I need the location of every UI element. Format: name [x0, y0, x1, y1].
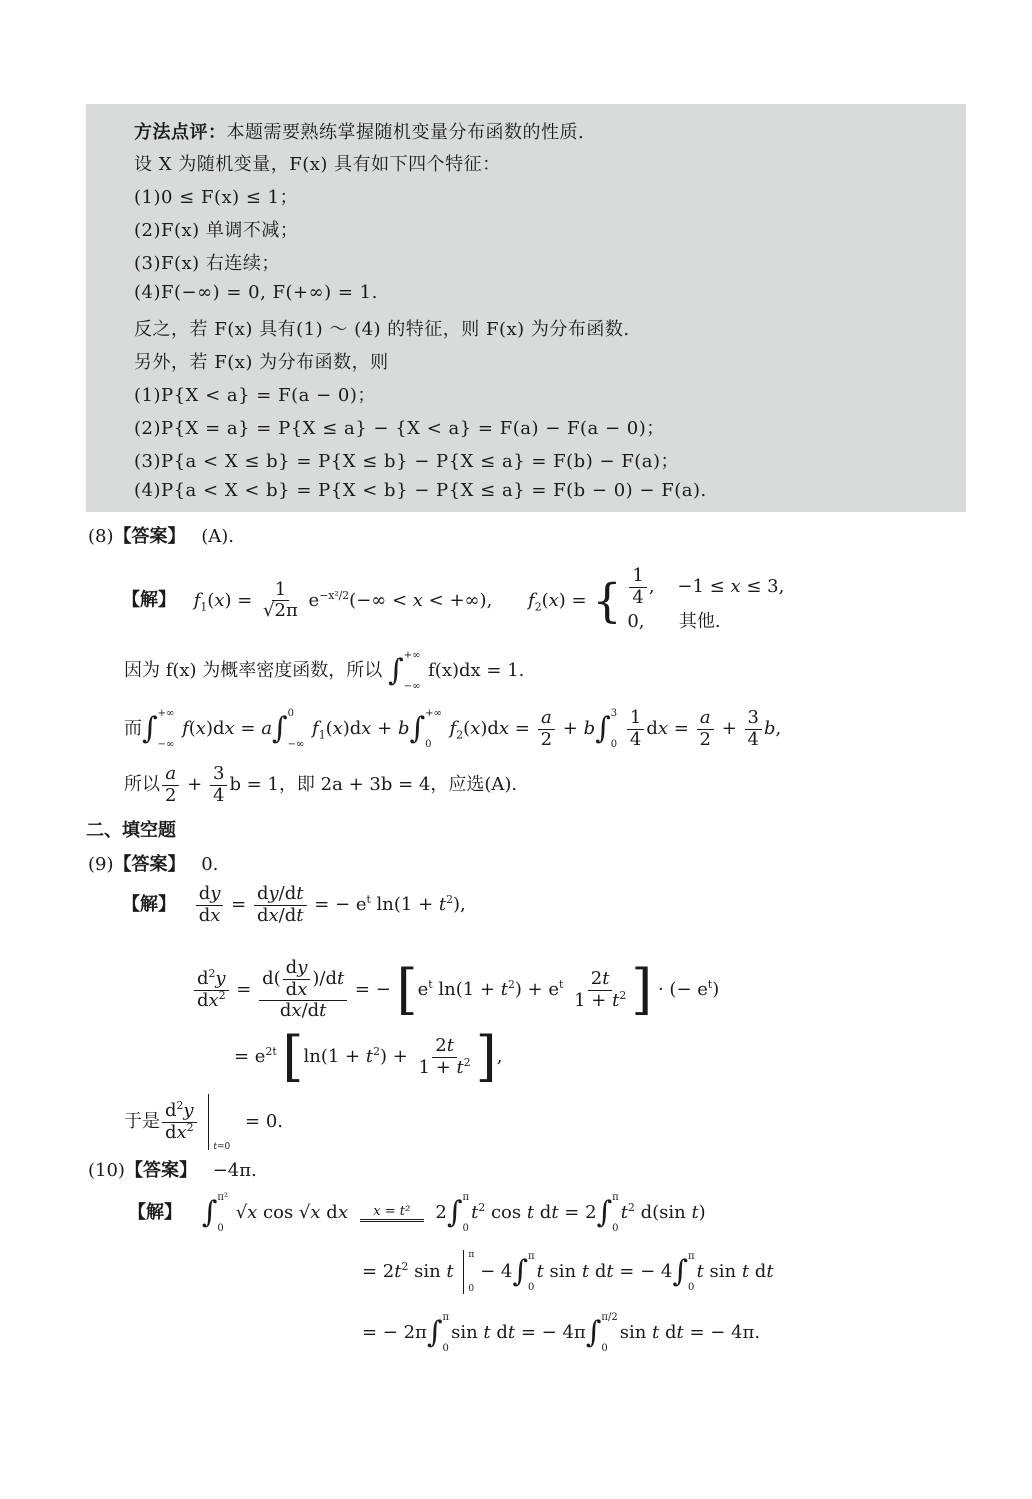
method-comment-box: [86, 104, 966, 512]
q10-answer-line: [88, 1156, 257, 1182]
q9-answer-label: 【答案】: [113, 854, 186, 875]
q10-formula-3: = − 2π∫ π 0 sin t dt = − 4π∫ π/2 0 sin t dt = − 4π.: [362, 1312, 761, 1354]
q8-p1: 因为 f(x) 为概率密度函数，所以: [124, 660, 383, 681]
section-title: 二、填空题: [86, 820, 176, 841]
q8-step3: 所以 $\frac{a}{2}$ + $\frac{3}{4}$ b = 1，即 2a + 3b = 4，应选(A).: [124, 763, 518, 806]
q8-answer: (A).: [201, 526, 234, 547]
q8-solution-formula: 【解】 $f_1(x)$ = $\frac{1}{√2\pi}$ $e^{-x^2/2}(-\infty < x$ < +∞), $f_2(x)$ = { $\frac{1}{4}$ , −1 ≤ x ≤ 3, 0, 其他.: [122, 565, 785, 633]
q8-number: (8): [88, 526, 114, 547]
q9-formula-3: = $e^{2t}$ [$\ln(1 + t^2)$ + $\frac{2t}{1 + t^2}$ ],: [234, 1025, 503, 1088]
q8-jie-label: 【解】: [122, 589, 176, 611]
q9-number: (9): [88, 854, 114, 875]
q10-answer: −4π.: [212, 1160, 257, 1181]
q8-answer-line: [88, 522, 234, 548]
q8-p3-end: b = 1，即 2a + 3b = 4，应选(A).: [229, 774, 518, 796]
q9-formula-1: 【解】 $\frac{dy}{dx}$ = $\frac{dy/dt}{dx/dt}$ = − $e^t$ $\ln(1 + t^2)$,: [122, 883, 466, 926]
q9-answer-line: [88, 850, 218, 876]
q9-formula-2: $\frac{d^2y}{dx^2}$ = d( $\frac{dy}{dx}$ )/dt dx/dt = − [$e^t$ $\ln(1 + t^2) + e^t$ $\frac{2t}{1 + t^2}$ ] · (− $e^t$): [192, 958, 719, 1022]
note-line: (2)P{X = a} = P{X ≤ a} − {X < a} = F(a) − F(a − 0)；: [134, 418, 665, 439]
q8-answer-label: 【答案】: [113, 526, 186, 547]
q10-substitution: x = t²: [373, 1203, 411, 1219]
note-line: 反之，若 F(x) 具有(1) ～ (4) 的特征，则 F(x) 为分布函数.: [134, 319, 630, 340]
note-line: 另外，若 F(x) 为分布函数，则: [134, 352, 389, 373]
q8-p2-start: 而: [124, 718, 142, 740]
q10-formula-1: 【解】 ∫ π² 0 √x cos √x dx x = t² 2∫ π 0 $t^2$ cos t dt = 2∫ π 0 $t^2$ d(sin t): [128, 1192, 706, 1234]
note-line: 设 X 为随机变量，F(x) 具有如下四个特征：: [134, 154, 501, 175]
note-line: (1)P{X < a} = F(a − 0)；: [134, 385, 376, 406]
q8-other: 其他.: [678, 611, 721, 633]
note-line: (3)F(x) 右连续；: [134, 253, 280, 274]
q9-answer: 0.: [201, 854, 219, 875]
note-title-rest: 本题需要熟练掌握随机变量分布函数的性质.: [226, 122, 585, 143]
note-line: (1)0 ≤ F(x) ≤ 1；: [134, 187, 299, 208]
q8-step1: 因为 f(x) 为概率密度函数，所以 ∫ +∞ −∞ f(x)dx = 1.: [124, 650, 525, 692]
q10-jie-label: 【解】: [128, 1202, 182, 1223]
note-title: 方法点评：: [134, 122, 227, 143]
note-title-line: [134, 118, 584, 144]
q10-number: (10): [88, 1160, 125, 1181]
q9-yushi: 于是: [124, 1111, 160, 1132]
q8-p3-start: 所以: [124, 774, 160, 796]
note-line: (4)F(−∞) = 0, F(+∞) = 1.: [134, 282, 378, 303]
q10-answer-label: 【答案】: [124, 1160, 197, 1181]
note-line: (2)F(x) 单调不减；: [134, 220, 299, 241]
note-line: (3)P{a < X ≤ b} = P{X ≤ b} − P{X ≤ a} = F(b) − F(a)；: [134, 451, 680, 472]
q9-jie-label: 【解】: [122, 894, 176, 916]
q8-p1-end: f(x)dx = 1.: [428, 660, 525, 681]
q8-step2: 而∫ +∞ −∞ f(x)dx = a∫ 0 −∞ $f_1(x)dx + b\int$ +∞ 0 $f_2(x)dx$ = $\frac{a}{2}$ + b∫ 3 0 $\frac{1}{4}$ dx = $\frac{a}{2}$ + $\frac{3}{4}$ b,: [124, 707, 782, 751]
q9-result: 于是 $\frac{d^2y}{dx^2}$ t=0 = 0.: [124, 1094, 283, 1150]
q10-formula-2: = $2t^2$ sin t π 0 − 4∫ π 0 t sin t dt = − 4∫ π 0 t sin t dt: [362, 1250, 774, 1294]
note-line: (4)P{a < X < b} = P{X < b} − P{X ≤ a} = F(b − 0) − F(a).: [134, 480, 707, 501]
